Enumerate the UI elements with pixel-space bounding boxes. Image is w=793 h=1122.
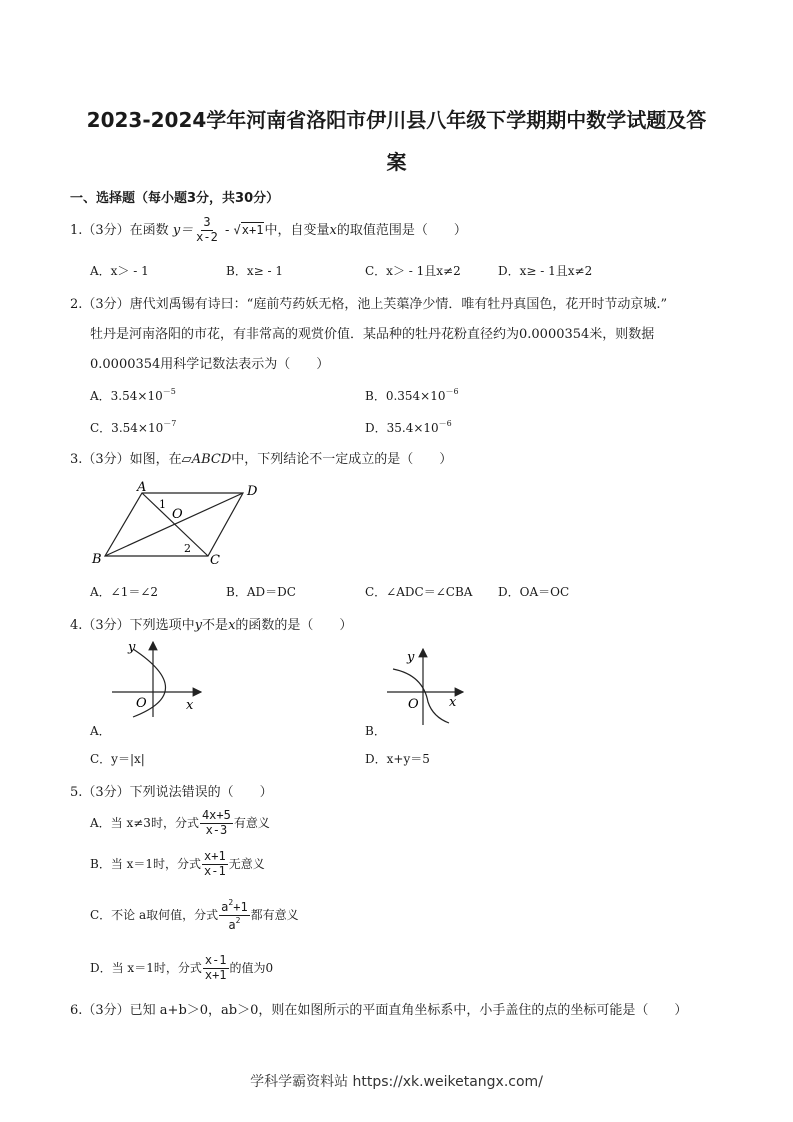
q5-c-pre: C．不论 a取何值，分式 [90, 907, 219, 922]
label-a: A [137, 480, 147, 495]
q1-option-a: A．x＞ - 1 [90, 264, 149, 278]
q4-stem [70, 614, 352, 633]
question-1-stem [70, 216, 467, 245]
q1-minus: - [220, 222, 234, 238]
q5-d-fraction [203, 954, 229, 983]
q2-b-base: B．0.354×10 [365, 389, 446, 403]
q4-text-a: 4.（3分）下列选项中 [70, 618, 195, 633]
q3-option-c: C．∠ADC＝∠CBA [365, 585, 473, 599]
q2-c-base: C．3.54×10 [90, 421, 164, 435]
q2-d-base: D．35.4×10 [365, 421, 439, 435]
graph-b-origin: O [408, 697, 419, 712]
q2-option-d [365, 418, 452, 436]
q5-c-den-base: a [228, 917, 236, 932]
q5-d-num: x-1 [204, 953, 227, 967]
footer-watermark: 学科学霸资料站 https://xk.weiketangx.com/ [250, 1074, 543, 1090]
q5-a-pre: A．当 x≠3时，分式 [90, 815, 199, 830]
q5-a-num: 4x+5 [201, 808, 231, 822]
graph-a [108, 637, 208, 719]
q1-option-c: C．x＞ - 1且x≠2 [365, 264, 461, 278]
graph-a-x-label: x [186, 698, 194, 713]
label-c: C [210, 553, 220, 568]
q5-c-num [219, 898, 250, 916]
q1-den: x-2 [196, 229, 218, 244]
q4-option-b: B． [365, 724, 386, 738]
q5-c-den [226, 916, 242, 933]
q2-a-exp: －5 [162, 387, 176, 396]
q1-prefix: 1.（3分）在函数 [70, 222, 173, 238]
graph-a-origin: O [136, 696, 147, 711]
doc-title-line2: 案 [386, 150, 407, 174]
q5-c-num-base: a [221, 900, 229, 914]
graph-b-curve [393, 669, 449, 723]
doc-title-line1: 2023-2024学年河南省洛阳市伊川县八年级下学期期中数学试题及答 [86, 108, 707, 132]
q3-option-a: A．∠1＝∠2 [90, 585, 159, 599]
q1-suffix: 中，自变量 [264, 222, 330, 238]
q4-option-a: A． [90, 724, 111, 738]
q5-b-pre: B．当 x＝1时，分式 [90, 856, 202, 871]
q2-line1: 2.（3分）唐代刘禹锡有诗曰：“庭前芍药妖无格，池上芙蕖净少情．唯有牡丹真国色，花开时节动京城.” [70, 297, 668, 312]
q5-a-den: x-3 [205, 822, 228, 837]
q5-d-den: x+1 [204, 967, 227, 982]
q2-option-c [90, 418, 176, 436]
q4-text-c: 的函数的是（ ） [235, 618, 353, 633]
angle-1-label: 1 [159, 498, 166, 511]
q6-stem: 6.（3分）已知 a+b＞0，ab＞0，则在如图所示的平面直角坐标系中，小手盖住的点的坐标可能是（ ） [70, 1003, 688, 1018]
q2-b-exp: －6 [445, 387, 459, 396]
q5-a-fraction [200, 809, 233, 838]
q5-option-a [90, 809, 270, 838]
q2-line3: 0.0000354用科学记数法表示为（ ） [90, 357, 330, 372]
q5-b-den: x-1 [204, 863, 226, 878]
q5-b-num: x+1 [204, 849, 226, 863]
q3-text-a: 3.（3分）如图，在▱ [70, 452, 192, 467]
q3-stem [70, 448, 452, 467]
label-d: D [247, 484, 258, 499]
q5-c-num-exp: 2 [228, 898, 234, 907]
q1-y: y＝ [172, 222, 194, 238]
q5-c-post: 都有意义 [250, 907, 299, 922]
q5-c-fraction [219, 898, 250, 933]
label-b: B [92, 552, 102, 567]
q5-option-b [90, 850, 265, 879]
q3-text-b: 中，下列结论不一定成立的是（ ） [231, 452, 453, 467]
q1-radicand: x+1 [241, 222, 264, 237]
q5-option-d [90, 954, 273, 983]
q2-c-exp: －7 [163, 419, 177, 428]
graph-b-x-label: x [449, 695, 457, 710]
q4-text-b: 不是 [202, 618, 229, 633]
q1-option-d: D．x≥ - 1且x≠2 [498, 264, 593, 278]
section-heading: 一、选择题（每小题3分，共30分） [70, 191, 280, 206]
q5-stem: 5.（3分）下列说法错误的（ ） [70, 785, 273, 800]
q2-d-exp: －6 [438, 419, 452, 428]
q2-option-b [365, 386, 459, 404]
q4-y: y [194, 618, 203, 633]
q2-option-a [90, 386, 176, 404]
parallelogram-figure [85, 478, 270, 570]
q2-a-base: A．3.54×10 [90, 389, 163, 403]
q5-b-post: 无意义 [228, 856, 265, 871]
graph-b-y-label: y [407, 650, 415, 665]
q5-d-pre: D．当 x＝1时，分式 [90, 960, 202, 975]
label-o: O [172, 507, 183, 522]
q5-d-post: 的值为0 [229, 960, 274, 975]
graph-a-y-label: y [128, 640, 136, 655]
q1-sqrt: √x+1 [233, 222, 264, 237]
q1-fraction [194, 216, 220, 245]
graph-b [383, 645, 478, 727]
q3-abcd: ABCD [191, 452, 232, 467]
q2-line2: 牡丹是河南洛阳的市花，有非常高的观赏价值．某品种的牡丹花粉直径约为0.0000354米，则数据 [90, 327, 655, 342]
q1-var: x [329, 222, 337, 238]
q5-c-den-exp: 2 [235, 915, 241, 925]
q4-x: x [228, 618, 236, 633]
q1-suffix2: 的取值范围是（ ） [336, 222, 467, 238]
q5-c-num-rest: +1 [233, 900, 248, 914]
q5-b-fraction [202, 850, 228, 879]
q1-num: 3 [203, 215, 211, 229]
angle-2-label: 2 [184, 542, 191, 555]
diagonal-bd [105, 493, 243, 556]
q5-a-post: 有意义 [233, 815, 270, 830]
q1-option-b: B．x≥ - 1 [226, 264, 283, 278]
q3-option-b: B．AD＝DC [226, 585, 296, 599]
q4-option-d: D．x+y＝5 [365, 752, 430, 766]
q3-option-d: D．OA＝OC [498, 585, 570, 599]
q5-option-c [90, 898, 299, 933]
q4-option-c: C．y＝|x| [90, 752, 145, 766]
